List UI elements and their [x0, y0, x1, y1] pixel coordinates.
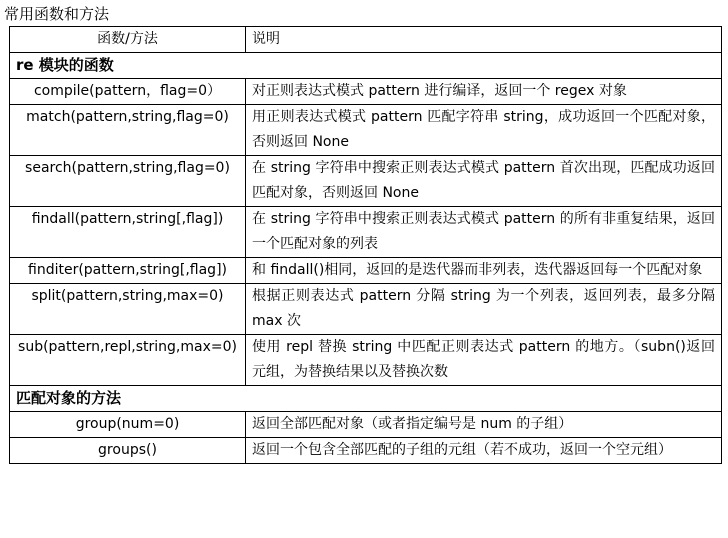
function-description: 根据正则表达式 pattern 分隔 string 为一个列表，返回列表，最多分隔 max 次 — [246, 284, 722, 335]
table-row — [10, 284, 722, 335]
table-caption: 常用函数和方法 — [4, 5, 110, 23]
function-description: 在 string 字符串中搜索正则表达式模式 pattern 的所有非重复结果，返回一个匹配对象的列表 — [246, 207, 722, 258]
function-description: 在 string 字符串中搜索正则表达式模式 pattern 首次出现，匹配成功返回匹配对象，否则返回 None — [246, 156, 722, 207]
table-row — [10, 412, 722, 438]
function-name: groups() — [10, 438, 246, 464]
function-description: 返回全部匹配对象（或者指定编号是 num 的子组） — [246, 412, 722, 438]
table-row — [10, 207, 722, 258]
table-row — [10, 335, 722, 386]
table-row — [10, 258, 722, 284]
table-row — [10, 79, 722, 105]
function-name: sub(pattern,repl,string,max=0) — [10, 335, 246, 386]
function-name: finditer(pattern,string[,flag]) — [10, 258, 246, 284]
header-function: 函数/方法 — [10, 27, 246, 53]
function-name: compile(pattern，flag=0） — [10, 79, 246, 105]
function-description: 用正则表达式模式 pattern 匹配字符串 string，成功返回一个匹配对象，否则返回 None — [246, 105, 722, 156]
table-header-row — [10, 27, 722, 53]
function-description: 和 findall()相同，返回的是迭代器而非列表，迭代器返回每一个匹配对象 — [246, 258, 722, 284]
function-name: search(pattern,string,flag=0) — [10, 156, 246, 207]
table-row — [10, 105, 722, 156]
function-name: split(pattern,string,max=0) — [10, 284, 246, 335]
function-description: 使用 repl 替换 string 中匹配正则表达式 pattern 的地方。（subn()返回元组，为替换结果以及替换次数 — [246, 335, 722, 386]
function-name: findall(pattern,string[,flag]) — [10, 207, 246, 258]
header-description: 说明 — [246, 27, 722, 53]
table-row — [10, 156, 722, 207]
function-description: 返回一个包含全部匹配的子组的元组（若不成功，返回一个空元组） — [246, 438, 722, 464]
section-title: 匹配对象的方法 — [10, 386, 722, 412]
function-name: match(pattern,string,flag=0) — [10, 105, 246, 156]
function-name: group(num=0) — [10, 412, 246, 438]
table-row — [10, 438, 722, 464]
reference-table — [9, 26, 722, 464]
section-title: re 模块的函数 — [10, 53, 722, 79]
section-row-match-methods — [10, 386, 722, 412]
function-description: 对正则表达式模式 pattern 进行编译，返回一个 regex 对象 — [246, 79, 722, 105]
section-row-re-functions — [10, 53, 722, 79]
